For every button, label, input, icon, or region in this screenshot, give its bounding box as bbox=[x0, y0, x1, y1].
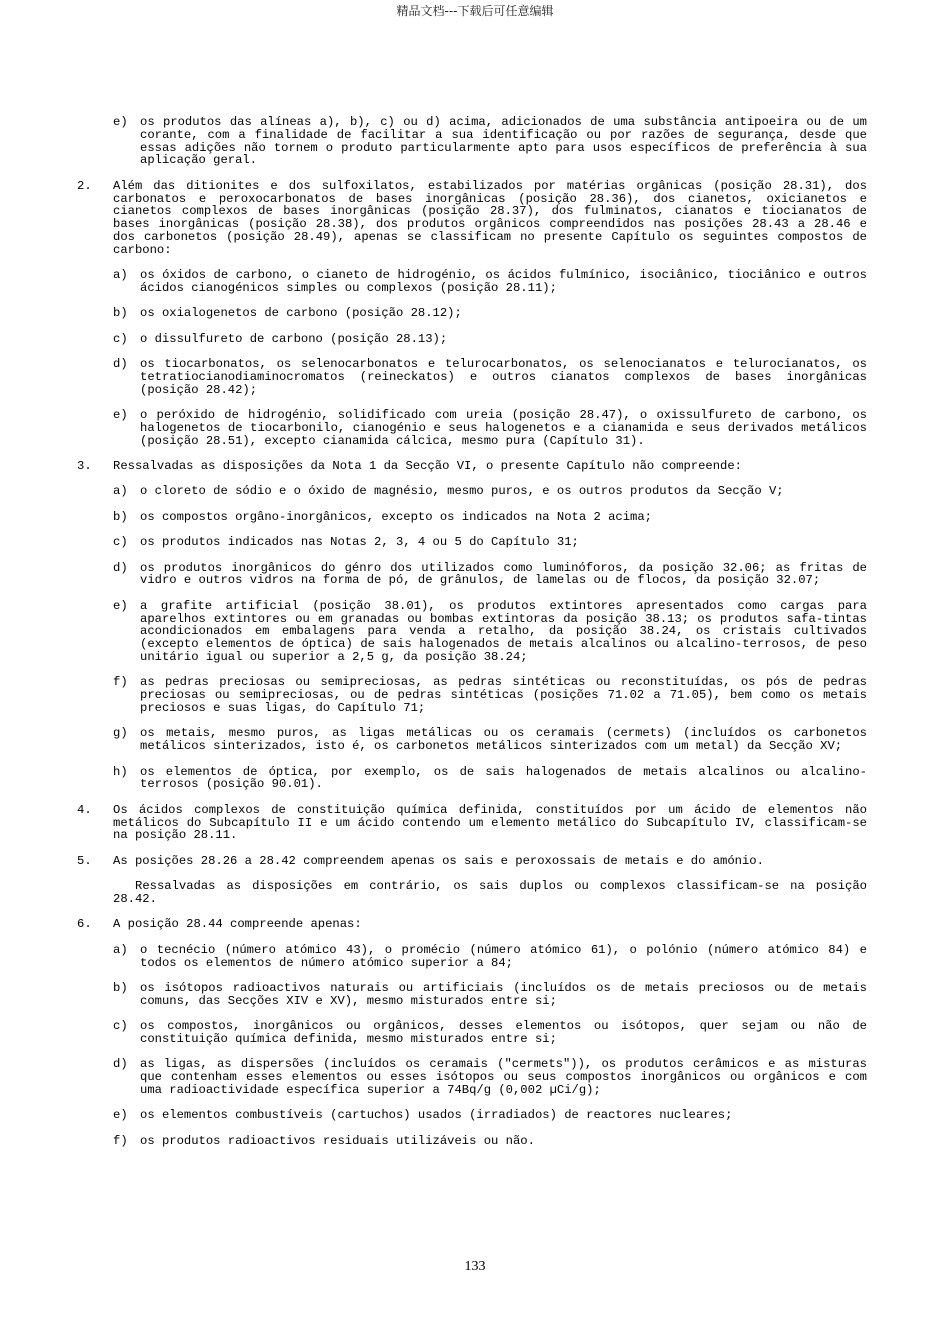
item-letter: f) bbox=[113, 1133, 128, 1148]
note-number: 4. bbox=[77, 802, 92, 817]
document-body bbox=[0, 116, 950, 1147]
item-letter: b) bbox=[113, 306, 128, 321]
note-text: Além das ditionites e dos sulfoxilatos, estabilizados por matérias orgânicas (posição 28.31), dos carbonatos e peroxocarbonatos de bases inorgânicas (posição 28.36), dos cianetos, oxicianetos e cianetos complexos de bases inorgânicas (posição 28.37), dos fulminatos, cianatos e tiocianatos de bases inorgânicas (posição 28.38), dos produtos orgânicos compreendidos nas posições 28.43 a 28.46 e dos carbonetos (posição 28.49), apenas se classificam no presente Capítulo os seguintes compostos de carbono: bbox=[113, 178, 867, 257]
item-text: os produtos inorgânicos do génro dos utilizados como luminóforos, da posição 32.06; as fritas de vidro e outros vidros na forma de pó, de grânulos, de lamelas ou de flocos, da posição 32.07; bbox=[140, 560, 867, 588]
header-watermark: 精品文档---下载后可任意编辑 bbox=[396, 4, 554, 18]
item-letter: f) bbox=[113, 675, 128, 690]
item-text: as ligas, as dispersões (incluídos os ceramais ("cermets")), os produtos cerâmicos e as misturas que contenham esses elementos ou esses isótopos ou seus compostos inorgânicos ou orgânicos e com uma radioactividade específica superior a 74Bq/g (0,002 µCi/g); bbox=[140, 1057, 867, 1097]
item-text: os metais, mesmo puros, as ligas metálicas ou os ceramais (cermets) (incluídos os carbonetos metálicos sinterizados, isto é, os carbonetos metálicos sinterizados com um metal) da Secção XV; bbox=[140, 726, 867, 754]
item-letter: b) bbox=[113, 509, 128, 524]
item-text: o peróxido de hidrogénio, solidificado com ureia (posição 28.47), o oxissulfureto de carbono, os halogenetos de tiocarbonilo, cianogénio e seus halogenetos e a cianamida e seus derivados metálicos (posição 28.51), excepto cianamida cálcica, mesmo pura (Capítulo 31). bbox=[140, 408, 867, 448]
note-2-item-e bbox=[113, 408, 867, 448]
item-letter: a) bbox=[113, 268, 128, 283]
note-6-item-b bbox=[113, 980, 867, 1008]
note-4 bbox=[77, 802, 867, 843]
item-letter: c) bbox=[113, 535, 128, 550]
note-text: Os ácidos complexos de constituição química definida, constituídos por um ácido de elementos não metálicos do Subcapítulo II e um ácido contendo um elemento metálico do Subcapítulo IV, classificam-se na posição 28.11. bbox=[113, 802, 867, 843]
item-letter: e) bbox=[113, 1108, 128, 1123]
item-letter: c) bbox=[113, 331, 128, 346]
note-2-item-b bbox=[113, 306, 867, 321]
page-number: 133 bbox=[464, 1259, 486, 1274]
item-letter: h) bbox=[113, 764, 128, 779]
item-letter: g) bbox=[113, 726, 128, 741]
note-5-paragraph: Ressalvadas as disposições em contrário, os sais duplos ou complexos classificam-se na posição 28.42. bbox=[113, 879, 867, 906]
note-2-item-d bbox=[113, 357, 867, 397]
note-5 bbox=[77, 853, 867, 868]
note-text: A posição 28.44 compreende apenas: bbox=[113, 917, 362, 932]
note-6-item-f bbox=[113, 1133, 867, 1148]
note-3 bbox=[77, 459, 867, 474]
item-text: os elementos combustíveis (cartuchos) usados (irradiados) de reactores nucleares; bbox=[140, 1108, 733, 1123]
item-text: os produtos radioactivos residuais utilizáveis ou não. bbox=[140, 1133, 535, 1148]
note-number: 5. bbox=[77, 853, 92, 868]
item-text: o dissulfureto de carbono (posição 28.13); bbox=[140, 331, 448, 346]
item-letter: d) bbox=[113, 560, 128, 575]
item-text: os tiocarbonatos, os selenocarbonatos e telurocarbonatos, os selenocianatos e telurocianatos, os tetratiocianodiaminocromatos (reineckatos) e outros cianatos complexos de bases inorgânicas (posição 28.42); bbox=[140, 357, 867, 397]
item-letter: e) bbox=[113, 598, 128, 613]
note-3-item-b bbox=[113, 509, 867, 524]
item-text: a grafite artificial (posição 38.01), os produtos extintores apresentados como cargas para aparelhos extintores ou em granadas ou bombas extintoras da posição 38.13; os produtos safa-tintas acondicionados em embalagens para venda a retalho, da posição 38.24, os cristais cultivados (excepto elementos de óptica) de sais halogenados de metais alcalinos ou alcalino-terrosos, de peso unitário igual ou superior a 2,5 g, da posição 38.24; bbox=[140, 598, 867, 665]
item-text: os isótopos radioactivos naturais ou artificiais (incluídos os de metais preciosos ou de metais comuns, das Secções XIV e XV), mesmo misturados entre si; bbox=[140, 980, 867, 1008]
note-6-item-e bbox=[113, 1108, 867, 1123]
note-text: Ressalvadas as disposições da Nota 1 da Secção VI, o presente Capítulo não compreende: bbox=[113, 459, 742, 474]
note-1-item-e bbox=[113, 115, 867, 168]
note-2-item-c bbox=[113, 331, 867, 346]
item-text: os óxidos de carbono, o cianeto de hidrogénio, os ácidos fulmínico, isociânico, tiociânico e outros ácidos cianogénicos simples ou complexos (posição 28.11); bbox=[140, 268, 867, 295]
item-letter: d) bbox=[113, 357, 128, 372]
note-number: 3. bbox=[77, 459, 92, 474]
item-text: os compostos orgâno-inorgânicos, excepto os indicados na Nota 2 acima; bbox=[140, 509, 652, 524]
note-number: 6. bbox=[77, 917, 92, 932]
item-text: o cloreto de sódio e o óxido de magnésio, mesmo puros, e os outros produtos da Secção V; bbox=[140, 484, 784, 499]
item-letter: b) bbox=[113, 980, 128, 995]
item-text: o tecnécio (número atómico 43), o promécio (número atómico 61), o polónio (número atómico 84) e todos os elementos de número atómico superior a 84; bbox=[140, 942, 867, 970]
item-text: os elementos de óptica, por exemplo, os de sais halogenados de metais alcalinos ou alcalino-terrosos (posição 90.01). bbox=[140, 764, 867, 792]
item-letter: a) bbox=[113, 484, 128, 499]
note-3-item-g bbox=[113, 726, 867, 754]
note-text: As posições 28.26 a 28.42 compreendem apenas os sais e peroxossais de metais e do amónio. bbox=[113, 853, 764, 868]
note-6 bbox=[77, 917, 867, 932]
note-6-item-d bbox=[113, 1057, 867, 1097]
note-2 bbox=[77, 178, 867, 257]
note-number: 2. bbox=[77, 178, 92, 193]
note-3-item-c bbox=[113, 535, 867, 550]
item-letter: e) bbox=[113, 115, 128, 129]
note-3-item-f bbox=[113, 675, 867, 716]
item-letter: a) bbox=[113, 942, 128, 957]
note-6-item-a bbox=[113, 942, 867, 970]
item-letter: c) bbox=[113, 1019, 128, 1034]
note-6-item-c bbox=[113, 1019, 867, 1046]
note-3-item-d bbox=[113, 560, 867, 588]
note-2-item-a bbox=[113, 268, 867, 295]
item-text: os compostos, inorgânicos ou orgânicos, desses elementos ou isótopos, quer sejam ou não de constituição química definida, mesmo misturados entre si; bbox=[140, 1019, 867, 1046]
note-3-item-e bbox=[113, 598, 867, 665]
note-3-item-a bbox=[113, 484, 867, 499]
item-text: os produtos das alíneas a), b), c) ou d) acima, adicionados de uma substância antipoeira ou de um corante, com a finalidade de facilitar a sua identificação ou por razões de segurança, desde que essas adições não tornem o produto particularmente apto para usos específicos de preferência à sua aplicação geral. bbox=[140, 115, 867, 168]
item-letter: d) bbox=[113, 1057, 128, 1072]
note-3-item-h bbox=[113, 764, 867, 792]
item-letter: e) bbox=[113, 408, 128, 423]
item-text: as pedras preciosas ou semipreciosas, as pedras sintéticas ou reconstituídas, os pós de pedras preciosas ou semipreciosas, ou de pedras sintéticas (posições 71.02 a 71.05), bem como os metais preciosos e suas ligas, do Capítulo 71; bbox=[140, 675, 867, 716]
item-text: os produtos indicados nas Notas 2, 3, 4 ou 5 do Capítulo 31; bbox=[140, 535, 579, 550]
item-text: os oxialogenetos de carbono (posição 28.12); bbox=[140, 306, 462, 321]
